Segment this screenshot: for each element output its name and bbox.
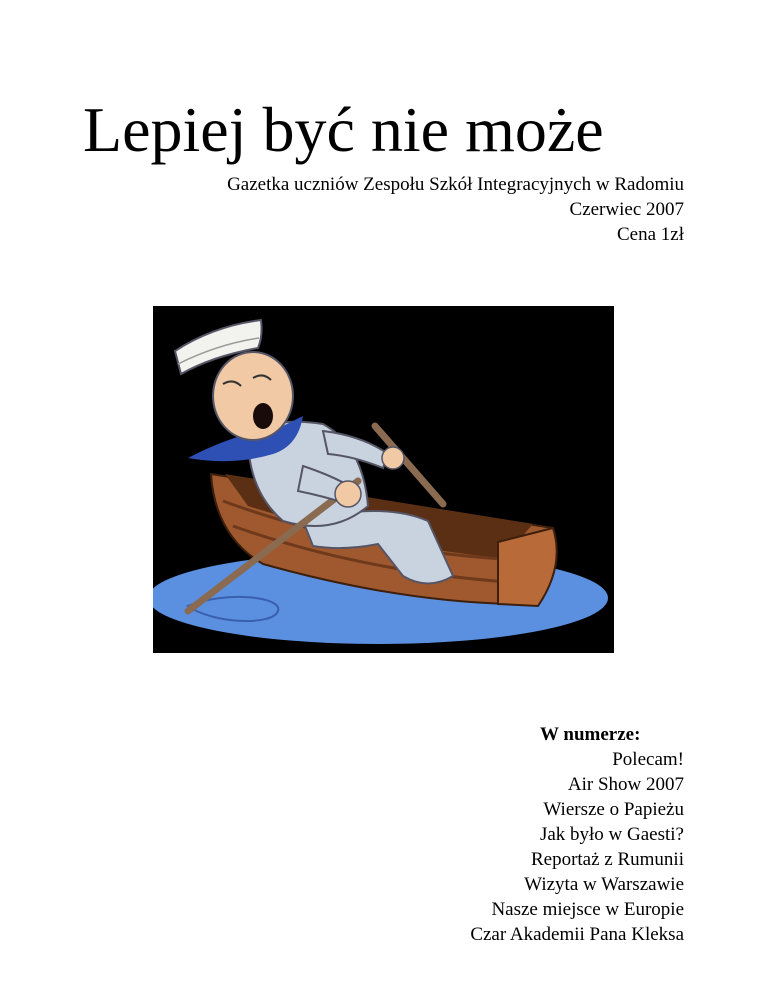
contents-item: Polecam! — [612, 749, 684, 770]
sailor-rowing-boat-illustration — [153, 306, 614, 653]
cover-illustration — [153, 306, 614, 653]
contents-item: Nasze miejsce w Europie — [491, 899, 684, 920]
contents-item: Czar Akademii Pana Kleksa — [470, 924, 684, 945]
masthead-info — [227, 172, 684, 247]
issue-date: Czerwiec 2007 — [569, 199, 684, 220]
issue-price: Cena 1zł — [616, 224, 684, 245]
contents-heading: W numerze: — [540, 724, 641, 745]
table-of-contents — [470, 722, 684, 947]
contents-item: Wiersze o Papieżu — [543, 799, 684, 820]
contents-item: Jak było w Gaesti? — [539, 824, 684, 845]
contents-item: Air Show 2007 — [567, 774, 684, 795]
newsletter-title: Lepiej być nie może — [83, 94, 604, 165]
contents-item: Reportaż z Rumunii — [530, 849, 684, 870]
newsletter-subtitle: Gazetka uczniów Zespołu Szkół Integracyjnych w Radomiu — [227, 174, 684, 195]
contents-item: Wizyta w Warszawie — [524, 874, 684, 895]
